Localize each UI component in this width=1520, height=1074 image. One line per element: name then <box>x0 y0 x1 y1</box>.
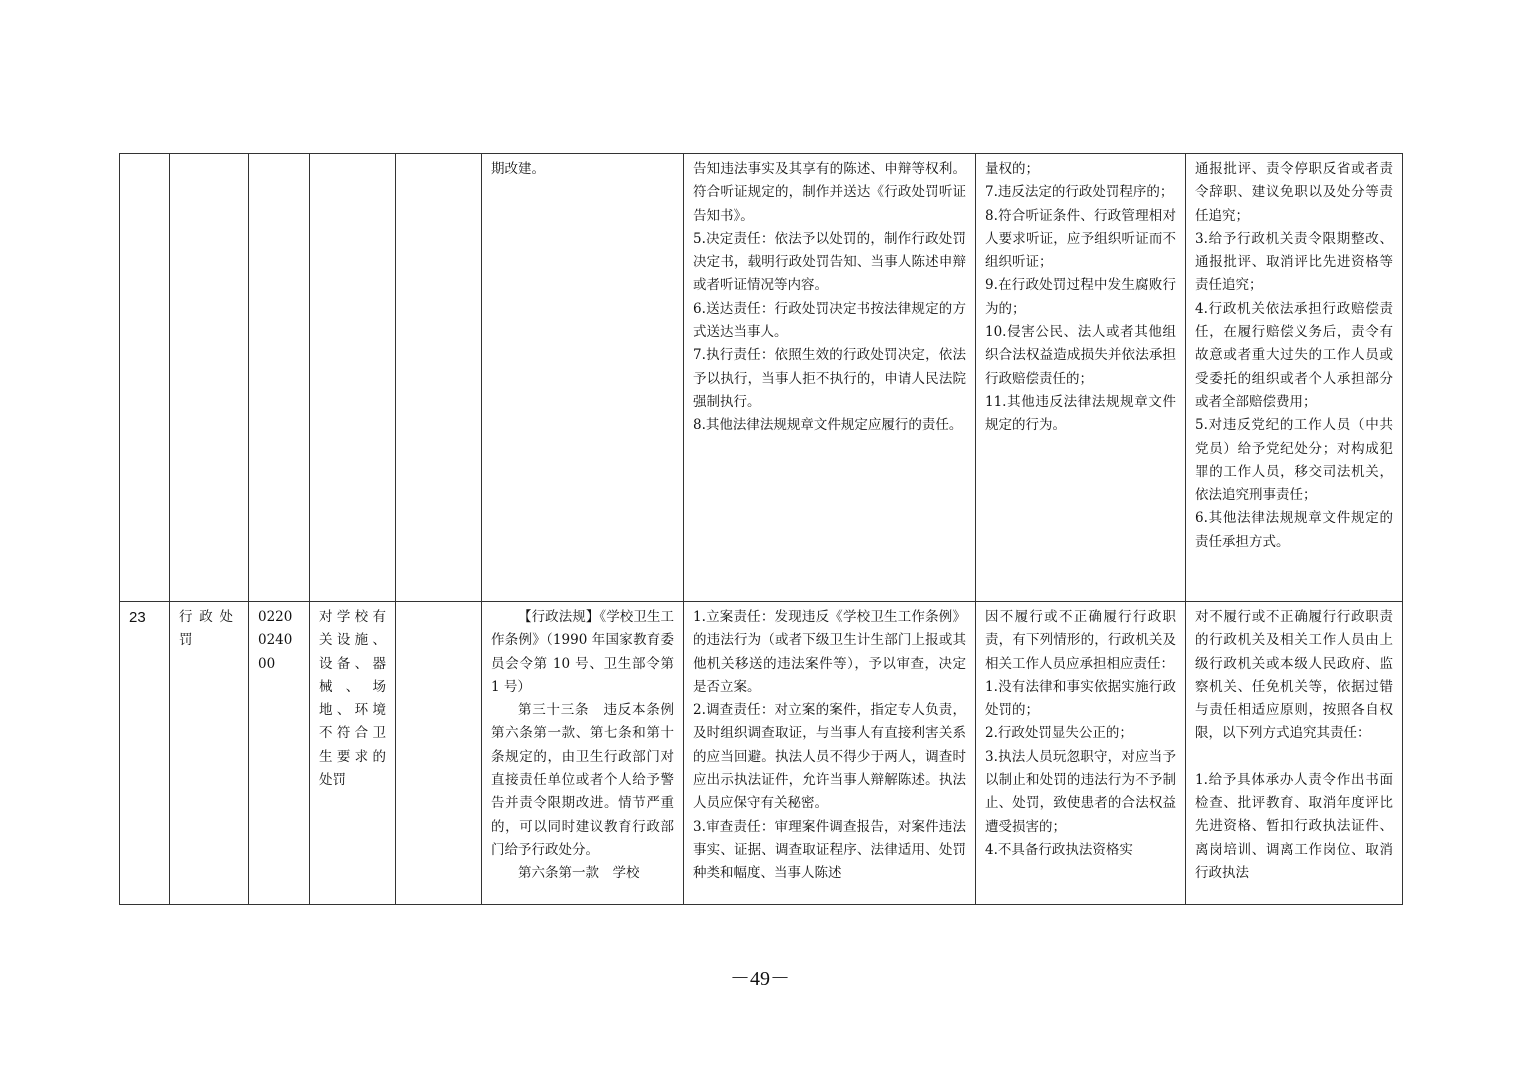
duty-line: 8.其他法律法规规章文件规定应履行的责任。 <box>693 417 963 434</box>
accountability-line: 1.没有法律和事实依据实施行政处罚的； <box>985 678 1176 719</box>
accountability-line: 11.其他违反法律法规规章文件规定的行为。 <box>985 393 1176 434</box>
duty-line: 6.送达责任：行政处罚决定书按法律规定的方式送达当事人。 <box>693 300 966 341</box>
cell-accountability <box>976 154 1186 602</box>
item-name: 对学校有关设施、设备、器械、场地、环境不符合卫生要求的处罚 <box>319 609 386 789</box>
method-line <box>1195 746 1393 769</box>
duty-line: 7.执行责任：依照生效的行政处罚决定，依法予以执行，当事人拒不执行的，申请人民法院强制执行。 <box>693 347 966 410</box>
accountability-line: 7.违反法定的行政处罚程序的； <box>985 184 1174 201</box>
cell-no <box>120 602 170 905</box>
power-type: 行政处罚 <box>179 609 239 649</box>
cell-no <box>120 154 170 602</box>
cell-type <box>170 602 249 905</box>
method-line: 5.对违反党纪的工作人员（中共党员）给予党纪处分；对构成犯罪的工作人员，移交司法机关，依法追究刑事责任； <box>1195 417 1393 504</box>
cell-method <box>1186 154 1403 602</box>
duty-line: 告知违法事实及其享有的陈述、申辩等权利。符合听证规定的，制作并送达《行政处罚听证告知书》。 <box>693 161 966 224</box>
row-number: 23 <box>129 609 146 626</box>
method-line: 对不履行或不正确履行行政职责的行政机关及相关工作人员由上级行政机关或本级人民政府、监察机关、任免机关等，依据过错与责任相适应原则，按照各自权限，以下列方式追究其责任： <box>1195 609 1393 742</box>
cell-item <box>310 154 396 602</box>
basis-line: 【行政法规】《学校卫生工作条例》（1990 年国家教育委员会令第 10 号、卫生部令第 1 号） <box>491 609 674 695</box>
cell-sub <box>396 154 482 602</box>
accountability-line: 2.行政处罚显失公正的； <box>985 725 1133 742</box>
cell-code <box>249 602 310 905</box>
method-line: 1.给予具体承办人责令作出书面检查、批评教育、取消年度评比先进资格、暂扣行政执法证件、离岗培训、调离工作岗位、取消行政执法 <box>1195 771 1393 881</box>
cell-duty <box>684 154 976 602</box>
cell-basis <box>482 154 684 602</box>
duty-line: 2.调查责任：对立案的案件，指定专人负责，及时组织调查取证，与当事人有直接利害关系的应当回避。执法人员不得少于两人，调查时应出示执法证件，允许当事人辩解陈述。执法人员应保守有关秘密。 <box>693 702 966 812</box>
duty-line: 1.立案责任：发现违反《学校卫生工作条例》的违法行为（或者下级卫生计生部门上报或其他机关移送的违法案件等），予以审查，决定是否立案。 <box>693 609 966 695</box>
accountability-line: 8.符合听证条件、行政管理相对人要求听证，应予组织听证而不组织听证； <box>985 207 1176 271</box>
accountability-line: 3.执法人员玩忽职守，对应当予以制止和处罚的违法行为不予制止、处罚，致使患者的合法权益遭受损害的； <box>985 748 1176 835</box>
method-line: 4.行政机关依法承担行政赔偿责任，在履行赔偿义务后，责令有故意或者重大过失的工作人员或受委托的组织或者个人承担部分或者全部赔偿费用； <box>1195 300 1393 410</box>
duty-line: 3.审查责任：审理案件调查报告，对案件违法事实、证据、调查取证程序、法律适用、处罚种类和幅度、当事人陈述 <box>693 818 966 882</box>
cell-code <box>249 154 310 602</box>
cell-item <box>310 602 396 905</box>
method-line: 3.给予行政机关责令限期整改、通报批评、取消评比先进资格等责任追究； <box>1195 230 1393 294</box>
cell-sub <box>396 602 482 905</box>
cell-type <box>170 154 249 602</box>
method-line: 通报批评、责令停职反省或者责令辞职、建议免职以及处分等责任追究； <box>1195 161 1393 224</box>
accountability-line: 4.不具备行政执法资格实 <box>985 841 1133 858</box>
table-row <box>120 602 1403 905</box>
cell-accountability <box>976 602 1186 905</box>
duty-line: 5.决定责任：依法予以处罚的，制作行政处罚决定书，载明行政处罚告知、当事人陈述申辩或者听证情况等内容。 <box>693 230 966 294</box>
item-code: 0220024000 <box>258 609 293 672</box>
basis-line: 第六条第一款 学校 <box>518 865 640 882</box>
method-line: 6.其他法律法规规章文件规定的责任承担方式。 <box>1195 510 1393 550</box>
basis-line: 期改建。 <box>491 161 545 177</box>
accountability-line: 量权的； <box>985 161 1039 177</box>
table-row <box>120 154 1403 602</box>
accountability-line: 因不履行或不正确履行行政职责，有下列情形的，行政机关及相关工作人员应承担相应责任： <box>985 609 1176 672</box>
cell-duty <box>684 602 976 905</box>
page-number: －49－ <box>730 968 790 990</box>
accountability-line: 10.侵害公民、法人或者其他组织合法权益造成损失并依法承担行政赔偿责任的； <box>985 324 1176 387</box>
basis-line: 第三十三条 违反本条例第六条第一款、第七条和第十条规定的，由卫生行政部门对直接责任单位或者个人给予警告并责令限期改进。情节严重的，可以同时建议教育行政部门给予行政处分。 <box>491 702 674 858</box>
duty-list-table <box>119 153 1403 905</box>
accountability-line: 9.在行政处罚过程中发生腐败行为的； <box>985 277 1176 317</box>
cell-basis <box>482 602 684 905</box>
cell-method <box>1186 602 1403 905</box>
